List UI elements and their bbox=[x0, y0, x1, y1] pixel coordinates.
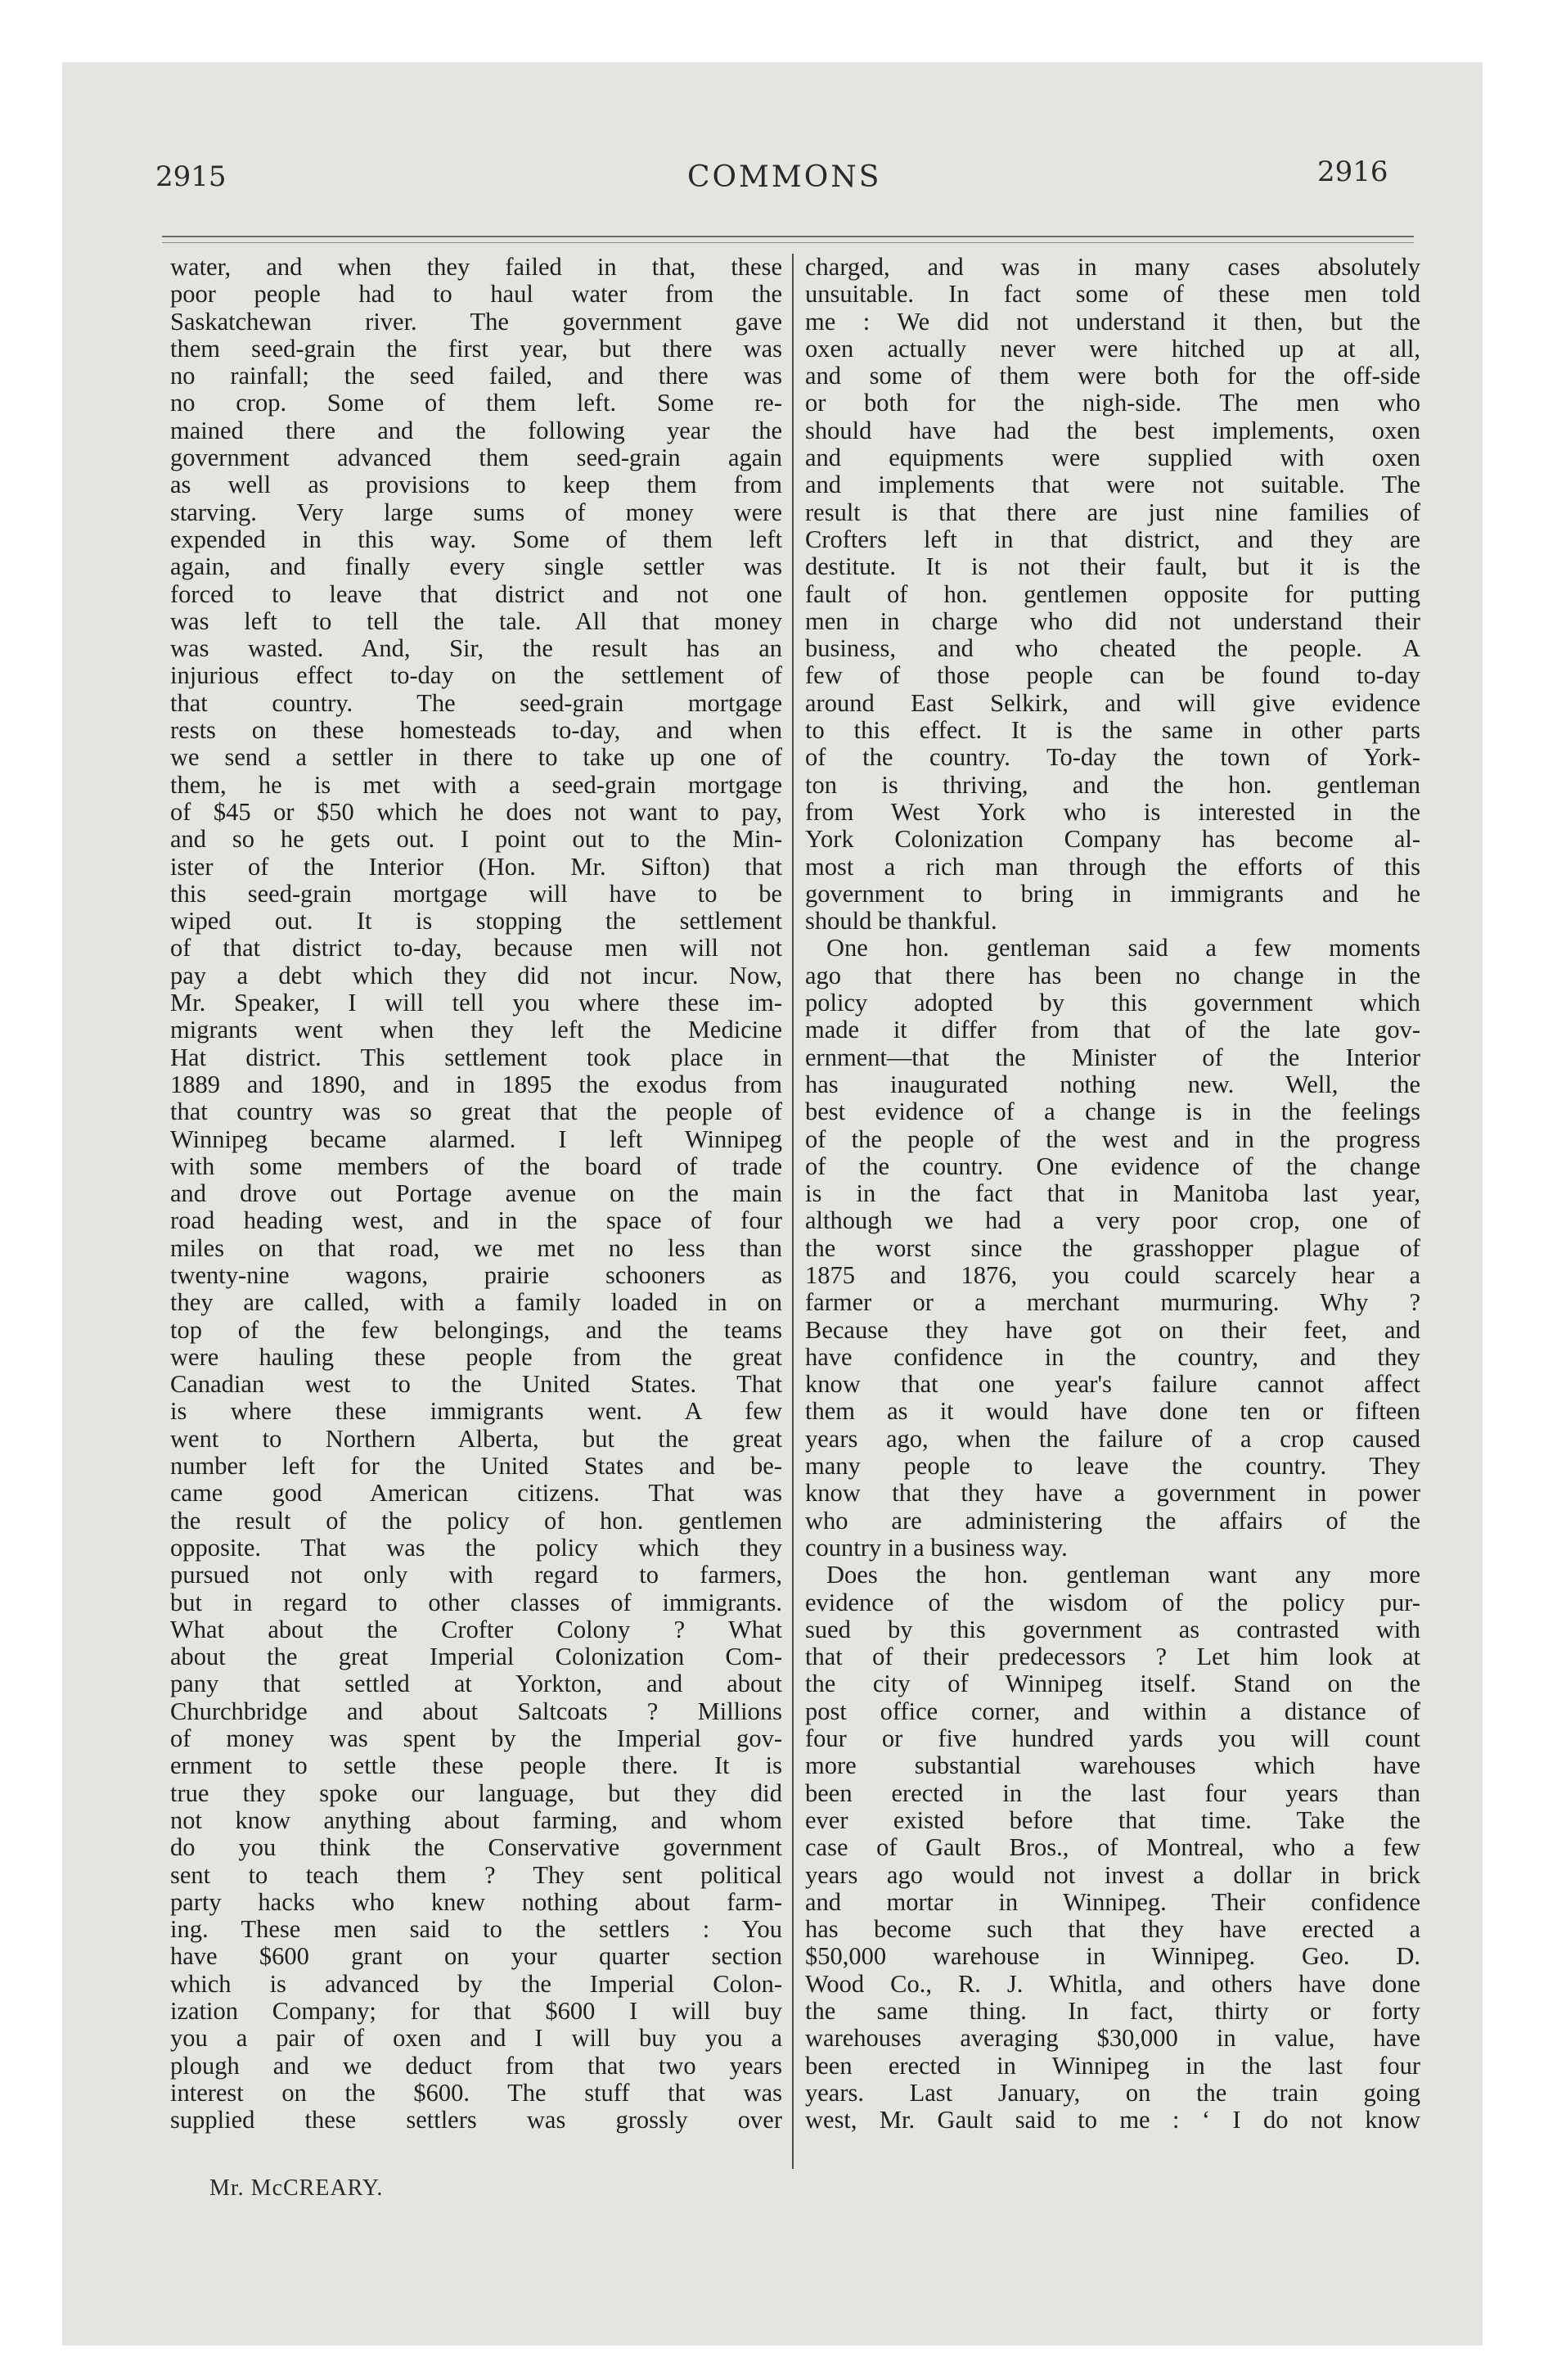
page-number-right: 2916 bbox=[1317, 156, 1388, 188]
text-line: ernment to settle these people there. It is bbox=[170, 1751, 782, 1780]
text-line: west, Mr. Gault said to me : ‘ I do not know bbox=[805, 2106, 1420, 2134]
text-line: sued by this government as contrasted with bbox=[805, 1615, 1420, 1643]
text-line: road heading west, and in the space of four bbox=[170, 1206, 782, 1235]
text-line: the city of Winnipeg itself. Stand on the bbox=[805, 1670, 1420, 1698]
text-line: supplied these settlers was grossly over bbox=[170, 2106, 782, 2134]
text-line: is in the fact that in Manitoba last year, bbox=[805, 1179, 1420, 1208]
text-line: should have had the best implements, oxen bbox=[805, 416, 1420, 444]
text-line: not know anything about farming, and whom bbox=[170, 1805, 782, 1834]
text-line: know that they have a government in power bbox=[805, 1479, 1420, 1508]
text-line: and implements that were not suitable. The bbox=[805, 471, 1420, 499]
speaker-footer: Mr. McCREARY. bbox=[209, 2175, 384, 2201]
text-line: mained there and the following year the bbox=[170, 416, 782, 444]
text-line: ing. These men said to the settlers : You bbox=[170, 1915, 782, 1944]
right-column bbox=[805, 254, 1420, 2134]
text-line: have $600 grant on your quarter section bbox=[170, 1942, 782, 1971]
column-divider bbox=[792, 254, 794, 2169]
text-line: was left to tell the tale. All that money bbox=[170, 606, 782, 635]
text-line: should be thankful. bbox=[805, 907, 997, 935]
text-line: know that one year's failure cannot affect bbox=[805, 1370, 1420, 1399]
text-line: went to Northern Alberta, but the great bbox=[170, 1424, 782, 1453]
text-line: this seed-grain mortgage will have to be bbox=[170, 879, 782, 908]
text-line: ton is thriving, and the hon. gentleman bbox=[805, 770, 1420, 799]
text-line: the result of the policy of hon. gentlemen bbox=[170, 1506, 782, 1535]
text-line: no rainfall; the seed failed, and there was bbox=[170, 362, 782, 390]
text-line: pursued not only with regard to farmers, bbox=[170, 1561, 782, 1589]
text-line: with some members of the board of trade bbox=[170, 1152, 782, 1180]
text-line: them, he is met with a seed-grain mortgage bbox=[170, 770, 782, 799]
text-line: of the people of the west and in the progress bbox=[805, 1125, 1420, 1153]
text-line: starving. Very large sums of money were bbox=[170, 498, 782, 526]
text-line: made it differ from that of the late gov- bbox=[805, 1016, 1420, 1044]
text-line: Canadian west to the United States. That bbox=[170, 1370, 782, 1399]
text-line: ernment—that the Minister of the Interior bbox=[805, 1043, 1420, 1071]
text-line: ever existed before that time. Take the bbox=[805, 1805, 1420, 1834]
text-line: charged, and was in many cases absolutely bbox=[805, 253, 1420, 281]
text-line: them seed-grain the first year, but there was bbox=[170, 334, 782, 363]
text-line: Hat district. This settlement took place in bbox=[170, 1043, 782, 1071]
text-line: although we had a very poor crop, one of bbox=[805, 1206, 1420, 1235]
text-line: years. Last January, on the train going bbox=[805, 2078, 1420, 2107]
text-line: as well as provisions to keep them from bbox=[170, 471, 782, 499]
text-line: of $45 or $50 which he does not want to pay, bbox=[170, 797, 782, 826]
text-line: top of the few belongings, and the teams bbox=[170, 1315, 782, 1344]
text-line: fault of hon. gentlemen opposite for putting bbox=[805, 579, 1420, 608]
text-line: interest on the $600. The stuff that was bbox=[170, 2078, 782, 2107]
text-line: poor people had to haul water from the bbox=[170, 280, 782, 309]
text-line: water, and when they failed in that, these bbox=[170, 253, 782, 281]
text-line: twenty-nine wagons, prairie schooners as bbox=[170, 1260, 782, 1289]
text-line: and so he gets out. I point out to the Min- bbox=[170, 825, 782, 854]
text-line: has become such that they have erected a bbox=[805, 1915, 1420, 1944]
left-column bbox=[170, 254, 782, 2134]
text-line: years ago would not invest a dollar in brick bbox=[805, 1860, 1420, 1889]
text-line: destitute. It is not their fault, but it is the bbox=[805, 552, 1420, 581]
text-line: case of Gault Bros., of Montreal, who a few bbox=[805, 1833, 1420, 1862]
text-line: and mortar in Winnipeg. Their confidence bbox=[805, 1887, 1420, 1916]
text-line: evidence of the wisdom of the policy pur- bbox=[805, 1588, 1420, 1616]
text-line: of that district to-day, because men will not bbox=[170, 934, 782, 962]
text-line: that of their predecessors ? Let him look at bbox=[805, 1643, 1420, 1671]
text-line: again, and finally every single settler was bbox=[170, 552, 782, 581]
text-line: post office corner, and within a distance of bbox=[805, 1697, 1420, 1725]
text-line: that country was so great that the people of bbox=[170, 1098, 782, 1126]
text-line: been erected in the last four years than bbox=[805, 1778, 1420, 1807]
text-line: warehouses averaging $30,000 in value, have bbox=[805, 2024, 1420, 2053]
text-line: true they spoke our language, but they did bbox=[170, 1778, 782, 1807]
text-line: pay a debt which they did not incur. Now, bbox=[170, 961, 782, 989]
text-line: pany that settled at Yorkton, and about bbox=[170, 1670, 782, 1698]
text-line: ister of the Interior (Hon. Mr. Sifton) that bbox=[170, 852, 782, 881]
text-line: most a rich man through the efforts of this bbox=[805, 852, 1420, 881]
text-line: no crop. Some of them left. Some re- bbox=[170, 389, 782, 417]
text-line: Crofters left in that district, and they are bbox=[805, 525, 1420, 553]
text-line: Wood Co., R. J. Whitla, and others have done bbox=[805, 1969, 1420, 1998]
text-line: been erected in Winnipeg in the last four bbox=[805, 2051, 1420, 2080]
text-line: and drove out Portage avenue on the main bbox=[170, 1179, 782, 1208]
text-line: $50,000 warehouse in Winnipeg. Geo. D. bbox=[805, 1942, 1420, 1971]
text-line: years ago, when the failure of a crop caused bbox=[805, 1424, 1420, 1453]
text-line: migrants went when they left the Medicine bbox=[170, 1016, 782, 1044]
text-line: many people to leave the country. They bbox=[805, 1452, 1420, 1481]
text-line: expended in this way. Some of them left bbox=[170, 525, 782, 553]
text-line: number left for the United States and be- bbox=[170, 1452, 782, 1481]
text-line: country in a business way. bbox=[805, 1533, 1068, 1562]
text-line: ization Company; for that $600 I will buy bbox=[170, 1997, 782, 2025]
text-line: is where these immigrants went. A few bbox=[170, 1397, 782, 1426]
text-line: One hon. gentleman said a few moments bbox=[826, 934, 1420, 962]
text-line: who are administering the affairs of the bbox=[805, 1506, 1420, 1535]
text-line: they are called, with a family loaded in on bbox=[170, 1288, 782, 1317]
text-line: Churchbridge and about Saltcoats ? Millions bbox=[170, 1697, 782, 1725]
text-line: Mr. Speaker, I will tell you where these im- bbox=[170, 989, 782, 1017]
text-line: result is that there are just nine families of bbox=[805, 498, 1420, 526]
text-line: Because they have got on their feet, and bbox=[805, 1315, 1420, 1344]
text-line: Saskatchewan river. The government gave bbox=[170, 307, 782, 336]
text-line: party hacks who knew nothing about farm- bbox=[170, 1887, 782, 1916]
text-line: of the country. One evidence of the change bbox=[805, 1152, 1420, 1180]
text-line: but in regard to other classes of immigrants. bbox=[170, 1588, 782, 1616]
text-line: that country. The seed-grain mortgage bbox=[170, 688, 782, 717]
text-line: few of those people can be found to-day bbox=[805, 661, 1420, 690]
text-line: came good American citizens. That was bbox=[170, 1479, 782, 1508]
text-line: you a pair of oxen and I will buy you a bbox=[170, 2024, 782, 2053]
text-line: 1889 and 1890, and in 1895 the exodus from bbox=[170, 1070, 782, 1098]
text-line: me : We did not understand it then, but the bbox=[805, 307, 1420, 336]
text-line: do you think the Conservative government bbox=[170, 1833, 782, 1862]
text-line: four or five hundred yards you will count bbox=[805, 1724, 1420, 1753]
text-line: rests on these homesteads to-day, and when bbox=[170, 716, 782, 745]
text-line: and some of them were both for the off-side bbox=[805, 362, 1420, 390]
text-line: plough and we deduct from that two years bbox=[170, 2051, 782, 2080]
text-line: has inaugurated nothing new. Well, the bbox=[805, 1070, 1420, 1098]
text-line: was wasted. And, Sir, the result has an bbox=[170, 634, 782, 663]
text-line: we send a settler in there to take up one of bbox=[170, 743, 782, 772]
text-line: business, and who cheated the people. A bbox=[805, 634, 1420, 663]
text-line: unsuitable. In fact some of these men told bbox=[805, 280, 1420, 309]
text-line: the same thing. In fact, thirty or forty bbox=[805, 1997, 1420, 2025]
text-line: injurious effect to-day on the settlement of bbox=[170, 661, 782, 690]
text-line: York Colonization Company has become al- bbox=[805, 825, 1420, 854]
text-line: Does the hon. gentleman want any more bbox=[826, 1561, 1420, 1589]
page-number-left: 2915 bbox=[155, 160, 227, 193]
text-line: around East Selkirk, and will give evidence bbox=[805, 688, 1420, 717]
text-line: of the country. To-day the town of York- bbox=[805, 743, 1420, 772]
text-line: more substantial warehouses which have bbox=[805, 1751, 1420, 1780]
text-line: them as it would have done ten or fifteen bbox=[805, 1397, 1420, 1426]
text-line: were hauling these people from the great bbox=[170, 1342, 782, 1371]
text-line: the worst since the grasshopper plague of bbox=[805, 1233, 1420, 1262]
text-line: miles on that road, we met no less than bbox=[170, 1233, 782, 1262]
text-line: to this effect. It is the same in other parts bbox=[805, 716, 1420, 745]
text-line: policy adopted by this government which bbox=[805, 989, 1420, 1017]
text-line: which is advanced by the Imperial Colon- bbox=[170, 1969, 782, 1998]
text-line: and equipments were supplied with oxen bbox=[805, 444, 1420, 472]
text-line: farmer or a merchant murmuring. Why ? bbox=[805, 1288, 1420, 1317]
text-line: oxen actually never were hitched up at all, bbox=[805, 334, 1420, 363]
text-line: about the great Imperial Colonization Com- bbox=[170, 1643, 782, 1671]
running-header-title: COMMONS bbox=[687, 160, 882, 194]
text-line: government advanced them seed-grain again bbox=[170, 444, 782, 472]
text-line: 1875 and 1876, you could scarcely hear a bbox=[805, 1260, 1420, 1289]
text-line: men in charge who did not understand their bbox=[805, 606, 1420, 635]
text-line: ago that there has been no change in the bbox=[805, 961, 1420, 989]
text-line: have confidence in the country, and they bbox=[805, 1342, 1420, 1371]
header-rule bbox=[162, 236, 1414, 237]
text-line: What about the Crofter Colony ? What bbox=[170, 1615, 782, 1643]
text-line: Winnipeg became alarmed. I left Winnipeg bbox=[170, 1125, 782, 1153]
text-line: of money was spent by the Imperial gov- bbox=[170, 1724, 782, 1753]
text-line: or both for the nigh-side. The men who bbox=[805, 389, 1420, 417]
text-line: opposite. That was the policy which they bbox=[170, 1533, 782, 1562]
text-line: forced to leave that district and not one bbox=[170, 579, 782, 608]
text-line: from West York who is interested in the bbox=[805, 797, 1420, 826]
text-line: best evidence of a change is in the feelings bbox=[805, 1098, 1420, 1126]
text-line: sent to teach them ? They sent political bbox=[170, 1860, 782, 1889]
text-line: wiped out. It is stopping the settlement bbox=[170, 907, 782, 935]
header-rule-thin bbox=[162, 242, 1414, 243]
text-line: government to bring in immigrants and he bbox=[805, 879, 1420, 908]
